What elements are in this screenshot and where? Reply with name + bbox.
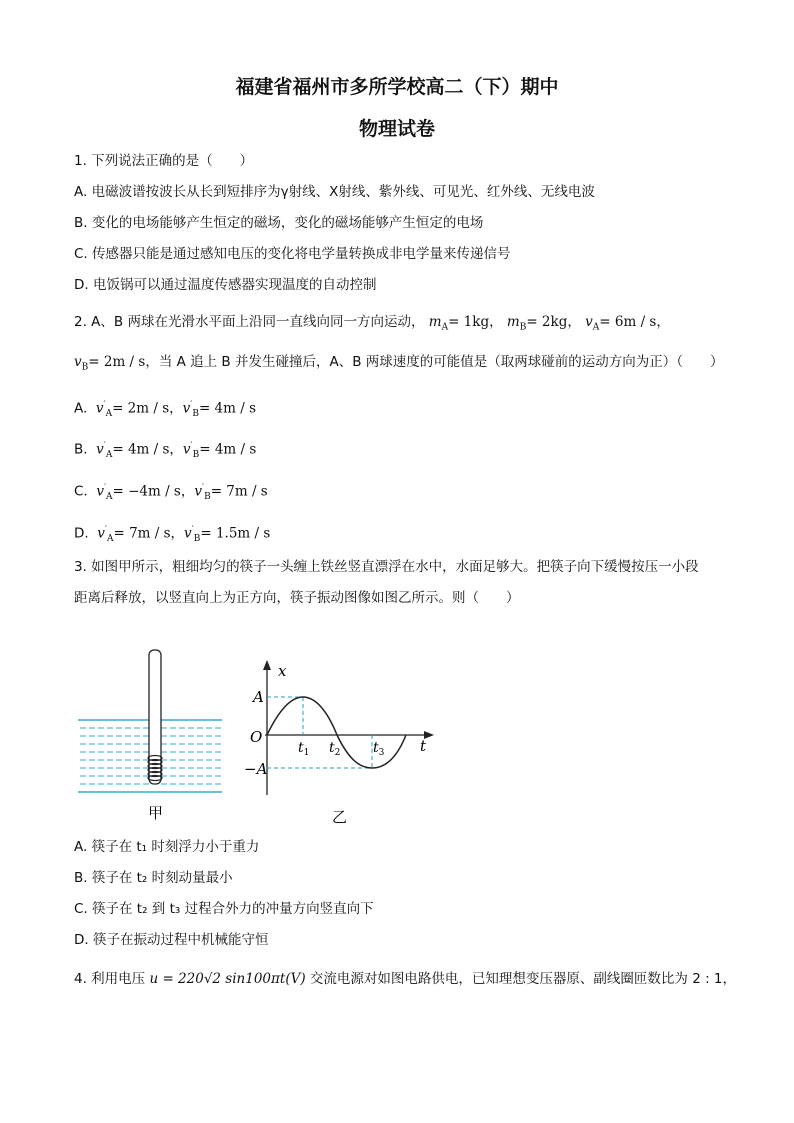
page-subtitle: 物理试卷 <box>358 118 435 140</box>
q2-stem-text2: ，当 A 追上 B 并发生碰撞后，A、B 两球速度的可能值是（取两球碰前的运动方向为正）（ ） <box>145 354 724 370</box>
q2-vb: = 2m / s <box>88 354 146 370</box>
q1-option-d: D. 电饭锅可以通过温度传感器实现温度的自动控制 <box>74 277 377 293</box>
q2-va: = 6m / s <box>599 314 657 330</box>
q3-figure <box>70 640 440 835</box>
q3-option-b: B. 筷子在 t₂ 时刻动量最小 <box>74 870 233 886</box>
water-diagram <box>78 650 222 792</box>
q4-formula: u = 220√2 sin100πt(V) <box>149 971 306 987</box>
q2-option-d: D. $v'_A= 7m / s$，$v'_B= 1.5m / s$ <box>74 525 271 545</box>
page-title: 福建省福州市多所学校高二（下）期中 <box>235 76 559 98</box>
q2-stem-line2: $v_B= 2m / s$，当 A 追上 B 并发生碰撞后，A、B 两球速度的可能值是（取两球碰前的运动方向为正）（ ） <box>74 354 724 373</box>
q2-ma: = 1kg <box>448 314 490 330</box>
q1-stem: 1. 下列说法正确的是（ ） <box>74 153 254 169</box>
q2-option-c: C. $v'_A= -4m / s$，$v'_B= 7m / s$ <box>74 483 268 503</box>
q3-option-a: A. 筷子在 t₁ 时刻浮力小于重力 <box>74 839 260 855</box>
axis-x-label: x <box>278 662 287 680</box>
q2-option-a: A. $v'_A= 2m / s$，$v'_B= 4m / s$ <box>74 400 257 420</box>
label-A: A <box>253 688 264 706</box>
fig-label-yi: 乙 <box>332 808 348 826</box>
label-t2: $t_2$ <box>329 740 341 758</box>
axis-t-label: t <box>420 737 427 755</box>
q3-figure-svg <box>70 640 440 835</box>
q3-option-d: D. 筷子在振动过程中机械能守恒 <box>74 932 269 948</box>
q2-stem-line1: 2. A、B 两球在光滑水平面上沿同一直线向同一方向运动， $m_A= 1kg$， $m_B= 2kg$， $v_A= 6m / s$， <box>74 314 670 333</box>
q2-option-b: B. $v'_A= 4m / s$，$v'_B= 4m / s$ <box>74 441 257 461</box>
q3-stem-line1: 3. 如图甲所示，粗细均匀的筷子一头缠上铁丝竖直漂浮在水中，水面足够大。把筷子向下缓慢按压一小段 <box>74 559 699 575</box>
label-t3: $t_3$ <box>373 740 385 758</box>
label-t1: $t_1$ <box>298 740 310 758</box>
q4-stem: 4. 利用电压 u = 220√2 sin100πt(V) 交流电源对如图电路供电，已知理想变压器原、副线圈匝数比为 2 : 1， <box>74 971 737 987</box>
q1-option-c: C. 传感器只能是通过感知电压的变化将电学量转换成非电学量来传递信号 <box>74 246 511 262</box>
q2-mb: = 2kg <box>526 314 568 330</box>
q2-stem-text: 2. A、B 两球在光滑水平面上沿同一直线向同一方向运动， <box>74 314 425 330</box>
q3-stem-line2: 距离后释放，以竖直向上为正方向，筷子振动图像如图乙所示。则（ ） <box>74 590 520 606</box>
label-O: O <box>250 728 263 746</box>
oscillation-graph <box>263 660 434 795</box>
q1-option-b: B. 变化的电场能够产生恒定的磁场，变化的磁场能够产生恒定的电场 <box>74 215 484 231</box>
label-neg-A: −A <box>244 760 268 778</box>
fig-label-jia: 甲 <box>148 804 164 822</box>
q1-option-a: A. 电磁波谱按波长从长到短排序为γ射线、X射线、紫外线、可见光、红外线、无线电波 <box>74 184 595 200</box>
q3-option-c: C. 筷子在 t₂ 到 t₃ 过程合外力的冲量方向竖直向下 <box>74 901 374 917</box>
